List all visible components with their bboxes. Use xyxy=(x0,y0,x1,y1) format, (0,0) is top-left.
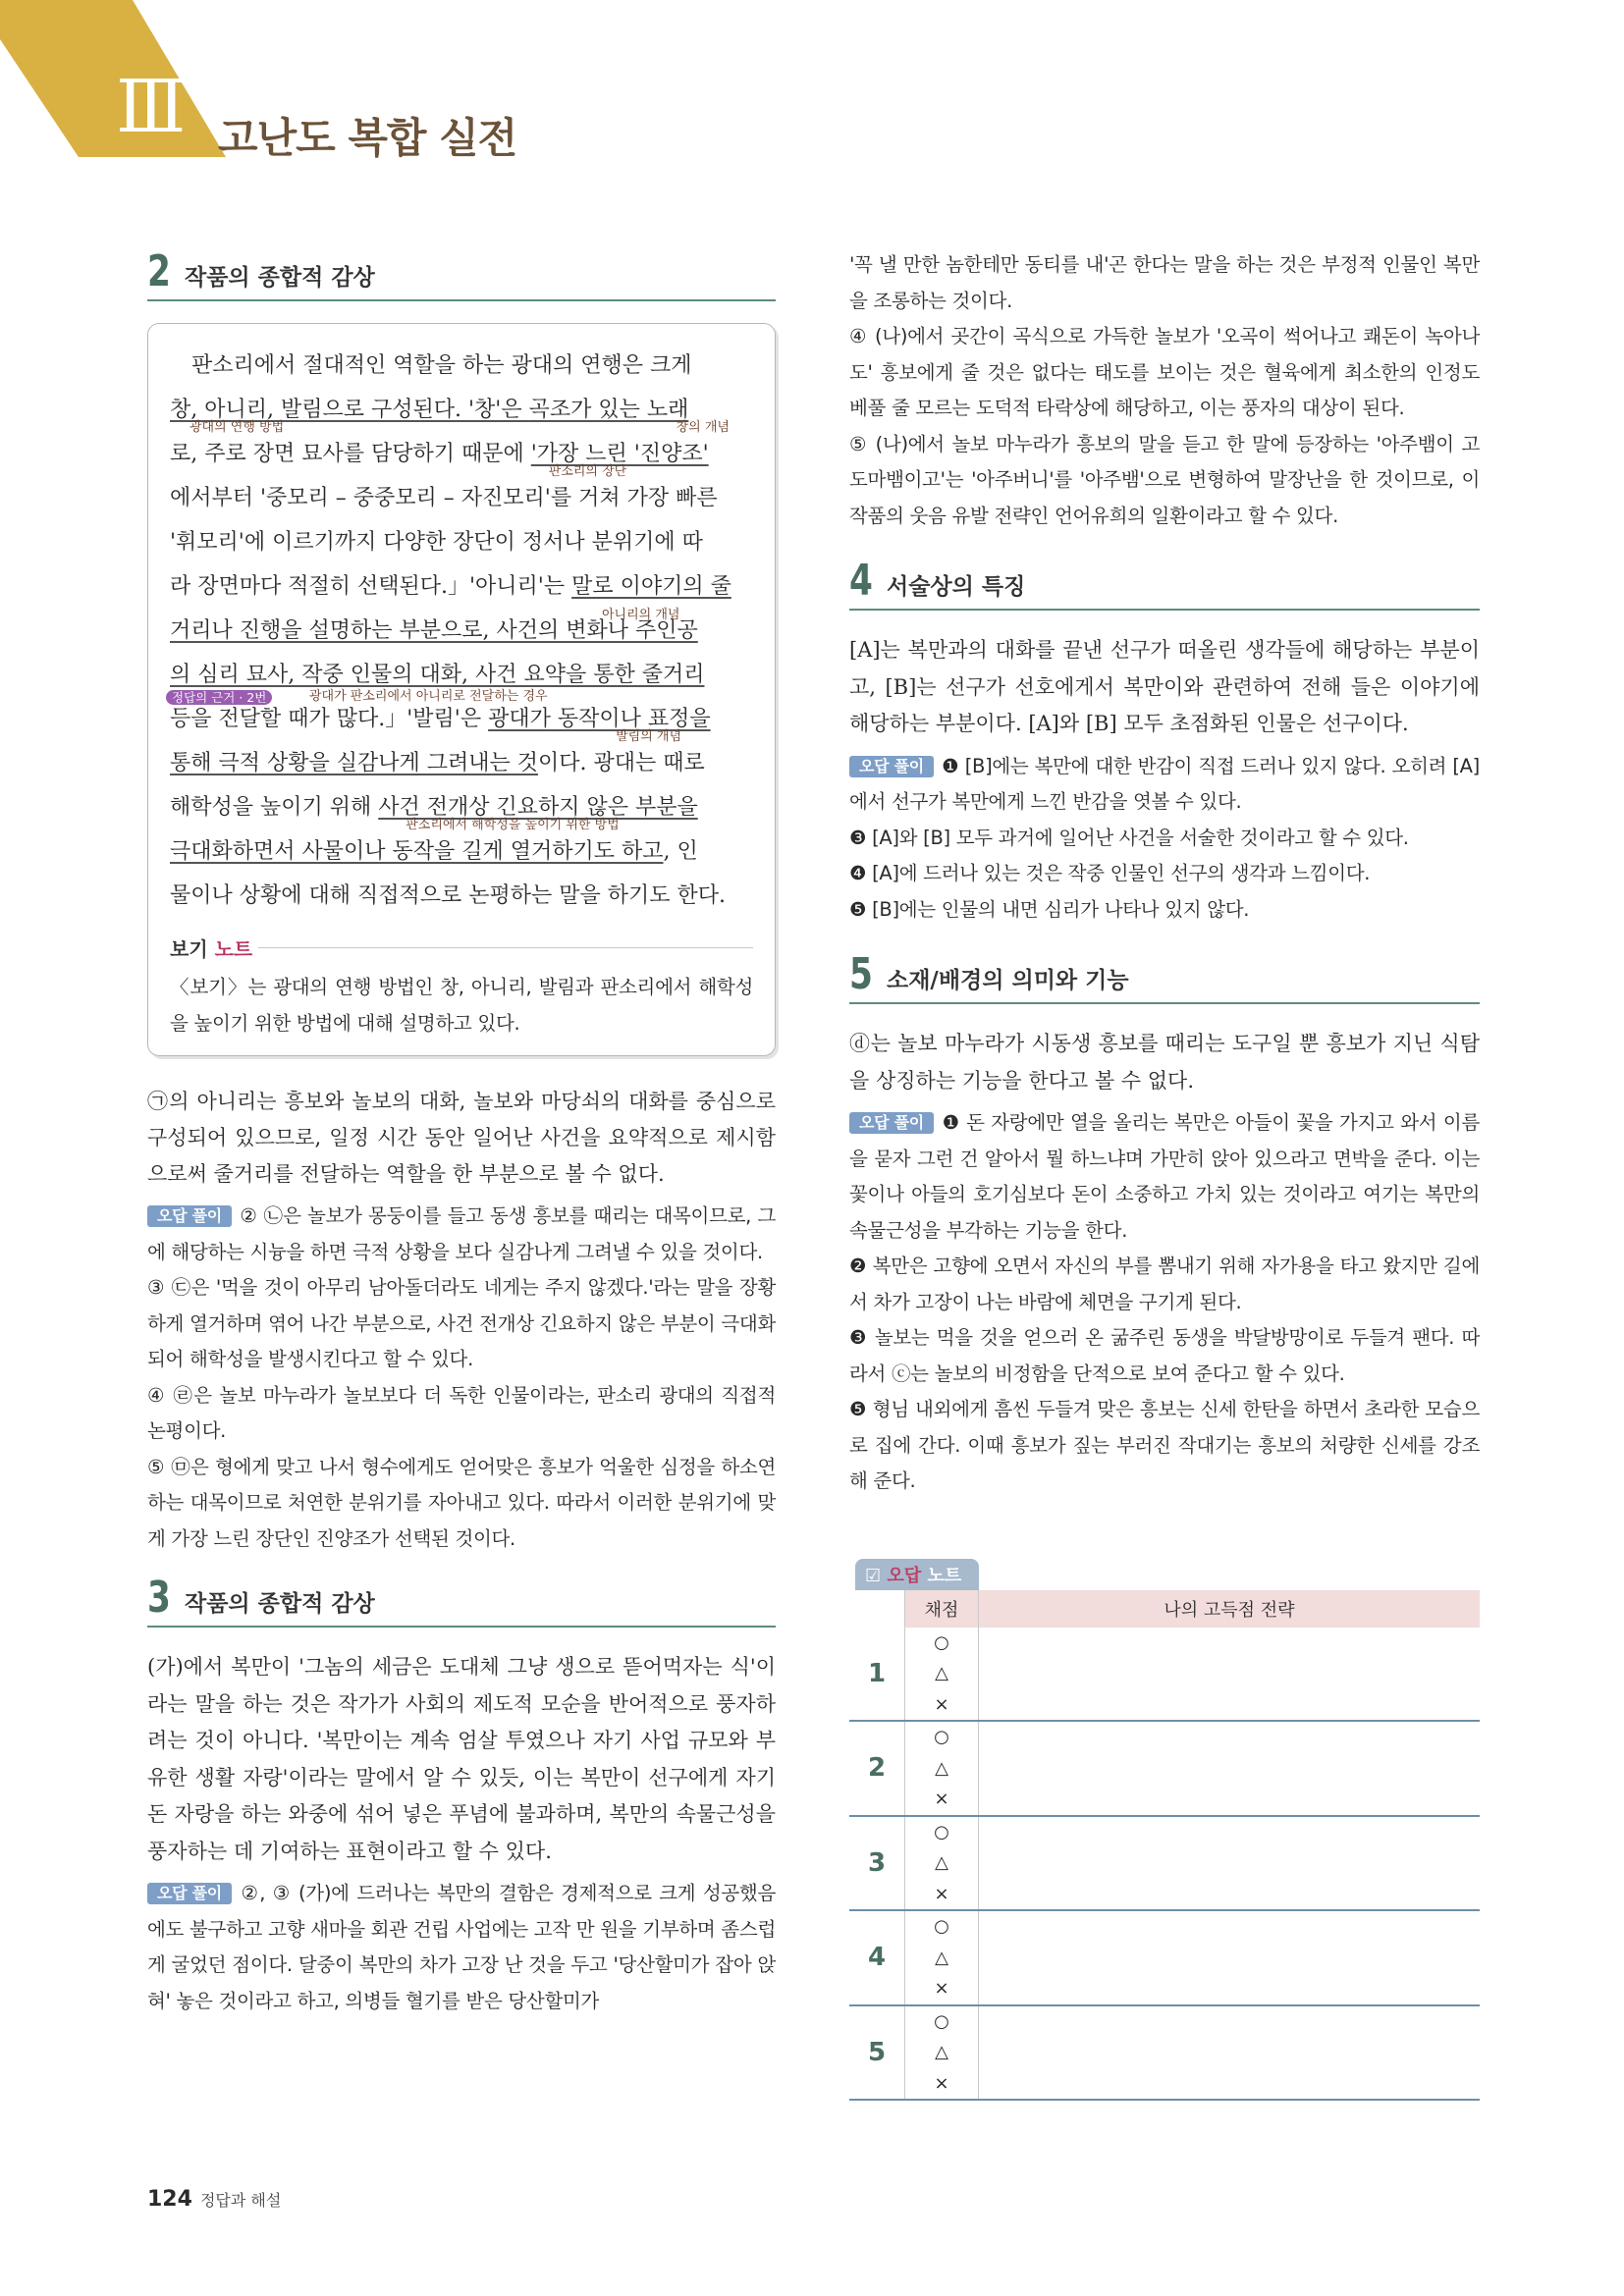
score-mark[interactable]: ○ xyxy=(905,1628,979,1659)
explanation-item: ④ ㉣은 놀보 마누라가 놀보보다 더 독한 인물이라는, 판소리 광대의 직접적 논평이다. xyxy=(147,1383,776,1442)
annotation: 창의 개념 xyxy=(676,420,730,435)
answer-explanation: (가)에서 복만이 '그놈의 세금은 도대체 그냥 생으로 뜯어먹자는 식'이라는 말을 하는 것은 작가가 사회의 제도적 모순을 반어적으로 풍자하려는 것이 아니다. '복만이는 계속 엄살 투였으나 자기 사업 규모와 부유한 생활 자랑'이라는 말에서 알 수 있듯, 이는 복만이 선구에게 자기 돈 자랑을 하는 와중에 섞어 넣은 푸념에 불과하며, 복만의 속물근성을 풍자하는 데 기여하는 표현이라고 할 수 있다. xyxy=(147,1655,776,1863)
score-mark[interactable]: × xyxy=(905,1973,979,2005)
annotation: 광대가 판소리에서 아니리로 전달하는 경우 xyxy=(309,689,548,704)
note-label-accent: 노트 xyxy=(214,937,253,961)
explanation-item: ③ ㉢은 '먹을 것이 아무리 남아돌더라도 네게는 주지 않겠다.'라는 말을 장황하게 열거하며 엮어 나간 부분으로, 사건 전개상 긴요하지 않은 부분이 극대화되어 해학성을 발생시킨다고 할 수 있다. xyxy=(147,1276,776,1370)
section-title: 서술상의 특징 xyxy=(887,574,1026,600)
passage-line: 에서부터 '중모리 – 중중모리 – 자진모리'를 거쳐 가장 빠른 xyxy=(170,486,718,510)
score-mark[interactable]: △ xyxy=(905,1943,979,1974)
question-number: 3 xyxy=(849,1816,905,1911)
section-2-header xyxy=(147,246,776,301)
score-mark[interactable]: × xyxy=(905,1689,979,1722)
wrong-answer-explanations: 오답 풀이 ② ㉡은 놀보가 몽둥이를 들고 동생 흥보를 때리는 대목이므로, 그에 해당하는 시늉을 하면 극적 상황을 보다 실감나게 그려낼 수 있을 것이다. ③ ㉢은 '먹을 것이 아무리 남아돌더라도 네게는 주지 않겠다.'라는 말을 장황하게 열거하며 엮어 나간 부분으로, 사건 전개상 긴요하지 않은 부분이 극대화되어 해학성을 발생시킨다고 할 수 있다. ④ ㉣은 놀보 마누라가 놀보보다 더 독한 인물이라는, 판소리 광대의 직접적 논평이다. ⑤ ㉤은 형에게 맞고 나서 형수에게도 얻어맞은 흥보가 억울한 심정을 하소연하는 대목이므로 처연한 분위기를 자아내고 있다. 따라서 이러한 분위기에 맞게 가장 느린 장단인 진양조가 선택된 것이다. xyxy=(147,1199,776,1557)
passage-line: 통해 극적 상황을 실감나게 그려내는 것이다. 광대는 때로 xyxy=(170,751,705,775)
chapter-number: Ⅲ xyxy=(116,65,187,149)
question-number: 1 xyxy=(849,1628,905,1722)
wrong-answer-explanations-cont xyxy=(849,247,1480,534)
explanation-item: ❷ 복만은 고향에 오면서 자신의 부를 뽐내기 위해 자가용을 타고 왔지만 길에서 차가 고장이 나는 바람에 체면을 구기게 된다. xyxy=(849,1255,1480,1313)
score-mark[interactable]: △ xyxy=(905,1658,979,1689)
explanation-item: ❺ 형님 내외에게 흠씬 두들겨 맞은 흥보는 신세 한탄을 하면서 초라한 모습으로 집에 간다. 이때 흥보가 짚는 부러진 작대기는 흥보의 처량한 신세를 강조해 준다. xyxy=(849,1398,1480,1492)
wrong-note-table xyxy=(849,1590,1480,2102)
passage-line: 로, 주로 장면 묘사를 담당하기 때문에 판소리의 장단 '가장 느린 '진양조' xyxy=(170,442,709,479)
passage-line: 극대화하면서 사물이나 동작을 길게 열거하기도 하고, 인 xyxy=(170,839,698,864)
passage-line: 정답의 근거 · 2번 광대가 판소리에서 아니리로 전달하는 경우 의 심리 묘사, 작중 인물의 대화, 사건 요약을 통한 줄거리 xyxy=(170,653,753,697)
answer-explanation: ㉠의 아니리는 흥보와 놀보의 대화, 놀보와 마당쇠의 대화를 중심으로 구성되어 있으므로, 일정 시간 동안 일어난 사건을 요약적으로 제시함으로써 줄거리를 전달하는 역할을 한 부분으로 볼 수 없다. xyxy=(147,1090,776,1186)
passage-line: 광대의 연행 방법 창, 아니리, 발림으로 구성된다. '창'은 창의 개념 곡조가 있는 노래 xyxy=(170,398,730,435)
score-mark[interactable]: ○ xyxy=(905,2005,979,2038)
wrong-answer-badge: 오답 풀이 xyxy=(849,1112,934,1134)
passage-text xyxy=(170,344,753,918)
strategy-cell[interactable] xyxy=(979,2005,1481,2101)
wrong-answer-badge: 오답 풀이 xyxy=(849,756,934,777)
page-number: 124 xyxy=(147,2187,192,2212)
wrong-note-row xyxy=(849,1910,1480,1943)
answer-explanation: ⓓ는 놀보 마누라가 시동생 흥보를 때리는 도구일 뿐 흥보가 지닌 식탐을 상징하는 기능을 한다고 볼 수 없다. xyxy=(849,1032,1480,1093)
score-mark[interactable]: × xyxy=(905,1784,979,1816)
wrong-note-title: ☑ 오답 노트 xyxy=(855,1559,979,1590)
strategy-cell[interactable] xyxy=(979,1910,1481,2005)
wrong-note-row xyxy=(849,2005,1480,2038)
chapter-corner-banner xyxy=(0,0,226,157)
section-number: 5 xyxy=(849,949,873,999)
question-number: 5 xyxy=(849,2005,905,2101)
passage-line: 해학성을 높이기 위해 판소리에서 해학성을 높이기 위한 방법 사건 전개상 긴요하지 않은 부분을 xyxy=(170,795,698,832)
annotation: 판소리에서 해학성을 높이기 위한 방법 xyxy=(406,818,620,832)
passage-line: 판소리에서 절대적인 역할을 하는 광대의 연행은 크게 xyxy=(191,353,692,378)
wrong-answer-explanations: 오답 풀이 ②, ③ (가)에 드러나는 복만의 결함은 경제적으로 크게 성공했음에도 불구하고 고향 새마을 회관 건립 사업에는 고작 만 원을 기부하며 좀스럽게 굴었던 점이다. 달중이 복만의 차가 고장 난 것을 두고 '당산할미가 잡아 앉혀' 놓은 것이라고 하고, 의병들 혈기를 받은 당산할미가 xyxy=(147,1882,776,2012)
wrong-note-row xyxy=(849,1721,1480,1753)
passage-line: 라 장면마다 적절히 선택된다.」'아니리'는 말로 이야기의 줄 xyxy=(170,574,731,599)
strategy-cell[interactable] xyxy=(979,1628,1481,1722)
wrong-note-row xyxy=(849,1816,1480,1848)
wrong-answer-explanations: 오답 풀이 ❶ [B]에는 복만에 대한 반감이 직접 드러나 있지 않다. 오히려 [A]에서 선구가 복만에게 느낀 반감을 엿볼 수 있다. ❸ [A]와 [B] 모두 과거에 일어난 사건을 서술한 것이라고 할 수 있다. ❹ [A]에 드러나 있는 것은 작중 인물인 선구의 생각과 느낌이다. ❺ [B]에는 인물의 내면 심리가 나타나 있지 않다. xyxy=(849,749,1480,929)
score-column-header: 채점 xyxy=(905,1590,979,1628)
wrong-answer-badge: 오답 풀이 xyxy=(147,1205,232,1227)
question-number: 2 xyxy=(849,1721,905,1816)
annotation: 발림의 개념 xyxy=(616,729,682,744)
section-number: 4 xyxy=(849,556,873,606)
score-mark[interactable]: △ xyxy=(905,1847,979,1879)
page-footer xyxy=(147,2187,281,2212)
passage-line: 등을 전달할 때가 많다.」'발림'은 발림의 개념 광대가 동작이나 표정을 xyxy=(170,707,711,744)
explanation-item: ④ (나)에서 곳간이 곡식으로 가득한 놀보가 '오곡이 썩어나고 쾌돈이 녹아나도' 흥보에게 줄 것은 없다는 태도를 보이는 것은 혈육에게 최소한의 인정도 베풀 줄 모르는 도덕적 타락상에 해당하고, 이는 풍자의 대상이 된다. xyxy=(849,325,1480,419)
section-5-header xyxy=(849,949,1480,1004)
passage-box xyxy=(147,323,776,1056)
left-column xyxy=(147,246,776,2019)
footer-label: 정답과 해설 xyxy=(199,2191,282,2210)
wrong-answer-badge: 오답 풀이 xyxy=(147,1883,232,1904)
check-icon: ☑ xyxy=(865,1565,882,1586)
score-mark[interactable]: ○ xyxy=(905,1721,979,1753)
strategy-cell[interactable] xyxy=(979,1721,1481,1816)
section-3-header xyxy=(147,1573,776,1628)
right-column xyxy=(849,247,1480,2101)
explanation-item: ❹ [A]에 드러나 있는 것은 작중 인물인 선구의 생각과 느낌이다. xyxy=(849,862,1371,884)
score-mark[interactable]: △ xyxy=(905,2037,979,2068)
annotation: 아니리의 개념 xyxy=(602,608,680,622)
explanation-item: ❸ [A]와 [B] 모두 과거에 일어난 사건을 서술한 것이라고 할 수 있다. xyxy=(849,826,1409,849)
note-label: 보기 xyxy=(170,937,208,961)
explanation-item: '꼭 낼 만한 놈한테만 동티를 내'곤 한다는 말을 하는 것은 부정적 인물인 복만을 조롱하는 것이다. xyxy=(849,253,1480,312)
note-text: 〈보기〉는 광대의 연행 방법인 창, 아니리, 발림과 판소리에서 해학성을 높이기 위한 방법에 대해 설명하고 있다. xyxy=(170,976,753,1035)
section-4-header xyxy=(849,556,1480,611)
score-mark[interactable]: △ xyxy=(905,1753,979,1785)
explanation-item: ⑤ (나)에서 놀보 마누라가 흥보의 말을 듣고 한 말에 등장하는 '아주뱀이 고 도마뱀이고'는 '아주버니'를 '아주뱀'으로 변형하여 말장난을 한 것이므로, 이 작품의 웃음 유발 전략인 언어유희의 일환이라고 할 수 있다. xyxy=(849,432,1480,527)
answer-evidence-tag: 정답의 근거 · 2번 xyxy=(166,690,272,705)
section-number: 3 xyxy=(147,1573,171,1623)
wrong-answer-explanations: 오답 풀이 ❶ 돈 자랑에만 열을 올리는 복만은 아들이 꽃을 가지고 와서 이름을 묻자 그런 건 알아서 뭘 하느냐며 가만히 앉아 있으라고 면박을 준다. 이는 꽃이나 아들의 호기심보다 돈이 소중하고 가치 있는 것이라고 여기는 복만의 속물근성을 부각하는 기능을 한다. ❷ 복만은 고향에 오면서 자신의 부를 뽐내기 위해 자가용을 타고 왔지만 길에서 차가 고장이 나는 바람에 체면을 구기게 된다. ❸ 놀보는 먹을 것을 얻으러 온 굶주린 동생을 박달방망이로 두들겨 팬다. 따라서 ⓒ는 놀보의 비정함을 단적으로 보여 준다고 할 수 있다. ❺ 형님 내외에게 흠씬 두들겨 맞은 흥보는 신세 한탄을 하면서 초라한 모습으로 집에 간다. 이때 흥보가 짚는 부러진 작대기는 흥보의 처량한 신세를 강조해 준다. xyxy=(849,1105,1480,1500)
section-title: 작품의 종합적 감상 xyxy=(185,1591,375,1617)
score-mark[interactable]: ○ xyxy=(905,1910,979,1943)
chapter-title: 고난도 복합 실전 xyxy=(218,114,517,162)
explanation-item: ❺ [B]에는 인물의 내면 심리가 나타나 있지 않다. xyxy=(849,897,1250,921)
score-mark[interactable]: ○ xyxy=(905,1816,979,1848)
section-title: 작품의 종합적 감상 xyxy=(185,265,375,291)
annotation: 광대의 연행 방법 xyxy=(189,420,285,435)
section-title: 소재/배경의 의미와 기능 xyxy=(887,968,1129,993)
passage-line: '휘모리'에 이르기까지 다양한 장단이 정서나 분위기에 따 xyxy=(170,530,703,555)
note-header xyxy=(164,934,753,962)
passage-line: 아니리의 개념 거리나 진행을 설명하는 부분으로, 사건의 변화나 주인공 xyxy=(170,608,698,643)
score-mark[interactable]: × xyxy=(905,1879,979,1911)
score-mark[interactable]: × xyxy=(905,2068,979,2101)
explanation-item: ⑤ ㉤은 형에게 맞고 나서 형수에게도 얻어맞은 흥보가 억울한 심정을 하소연하는 대목이므로 처연한 분위기를 자아내고 있다. 따라서 이러한 분위기에 맞게 가장 느린 장단인 진양조가 선택된 것이다. xyxy=(147,1455,776,1550)
wrong-note-row xyxy=(849,1628,1480,1659)
answer-explanation: [A]는 복만과의 대화를 끝낸 선구가 떠올린 생각들에 해당하는 부분이고, [B]는 선구가 선호에게서 복만이와 관련하여 전해 들은 이야기에 해당하는 부분이다. [A]와 [B] 모두 초점화된 인물은 선구이다. xyxy=(849,638,1480,735)
strategy-cell[interactable] xyxy=(979,1816,1481,1911)
explanation-item: ❸ 놀보는 먹을 것을 얻으러 온 굶주린 동생을 박달방망이로 두들겨 팬다. 따라서 ⓒ는 놀보의 비정함을 단적으로 보여 준다고 할 수 있다. xyxy=(849,1326,1480,1385)
section-number: 2 xyxy=(147,246,171,296)
annotation: 판소리의 장단 xyxy=(548,464,627,479)
strategy-column-header: 나의 고득점 전략 xyxy=(979,1590,1481,1628)
question-number: 4 xyxy=(849,1910,905,2005)
passage-line: 물이나 상황에 대해 직접적으로 논평하는 말을 하기도 한다. xyxy=(170,883,726,908)
